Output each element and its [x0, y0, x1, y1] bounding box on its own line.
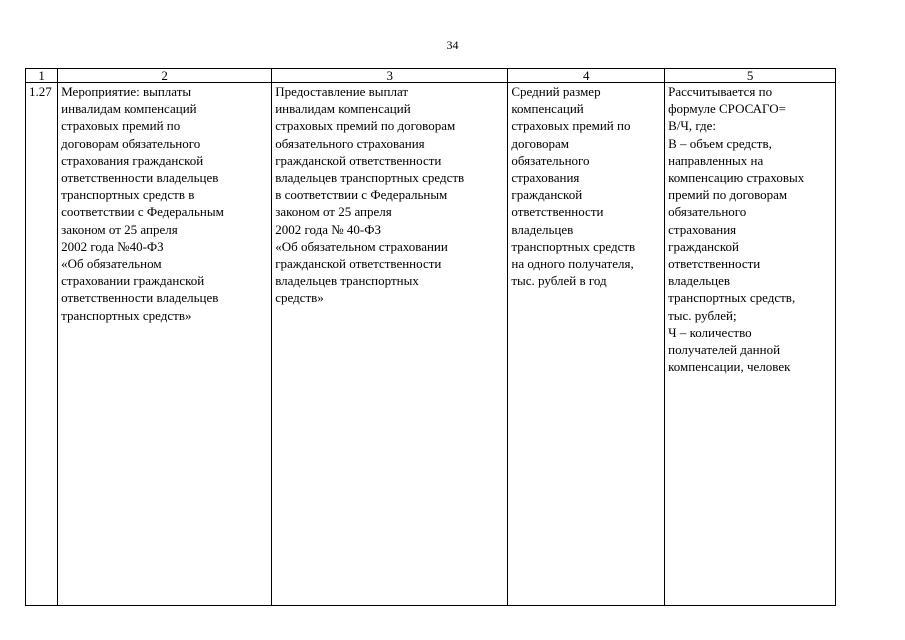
- header-col-1: 1: [26, 69, 58, 83]
- header-col-5: 5: [665, 69, 836, 83]
- page-number: 34: [446, 38, 459, 52]
- formula-cell: [665, 83, 836, 606]
- measure-cell: [58, 83, 272, 606]
- header-col-3: 3: [272, 69, 508, 83]
- row-number: 1.27: [29, 84, 52, 99]
- table-row: [26, 83, 836, 606]
- header-col-2: 2: [58, 69, 272, 83]
- indicator-text: Средний размер компенсаций страховых премий по договорам обязательного страхования гражданской ответственности владельцев транспортных средств на одного получателя, тыс. рублей в год: [511, 84, 636, 289]
- description-text: Предоставление выплат инвалидам компенсаций страховых премий по договорам обязательного страхования гражданской ответственности владельцев транспортных средств в соответствии с Федеральным законом от 25 апреля 2002 года № 40-ФЗ «Об обязательном страховании гражданской ответственности владельцев транспортных средств»: [275, 84, 465, 306]
- row-number-cell: [26, 83, 58, 606]
- indicator-cell: [508, 83, 665, 606]
- formula-text: Рассчитывается по формуле СРОСАГО= В/Ч, где: В – объем средств, направленных на компенсацию страховых премий по договорам обязательного страхования гражданской ответственности владельцев транспортных средств, тыс. рублей; Ч – количество получателей данной компенсации, человек: [668, 84, 805, 375]
- header-col-4: 4: [508, 69, 665, 83]
- measure-text: Мероприятие: выплаты инвалидам компенсаций страховых премий по договорам обязательного страхования гражданской ответственности владельцев транспортных средств в соответствии с Федеральным законом от 25 апреля 2002 года №40-ФЗ «Об обязательном страховании гражданской ответственности владельцев транспортных средств»: [61, 84, 224, 323]
- description-cell: [272, 83, 508, 606]
- indicator-table: [25, 68, 836, 606]
- header-row: [26, 69, 836, 83]
